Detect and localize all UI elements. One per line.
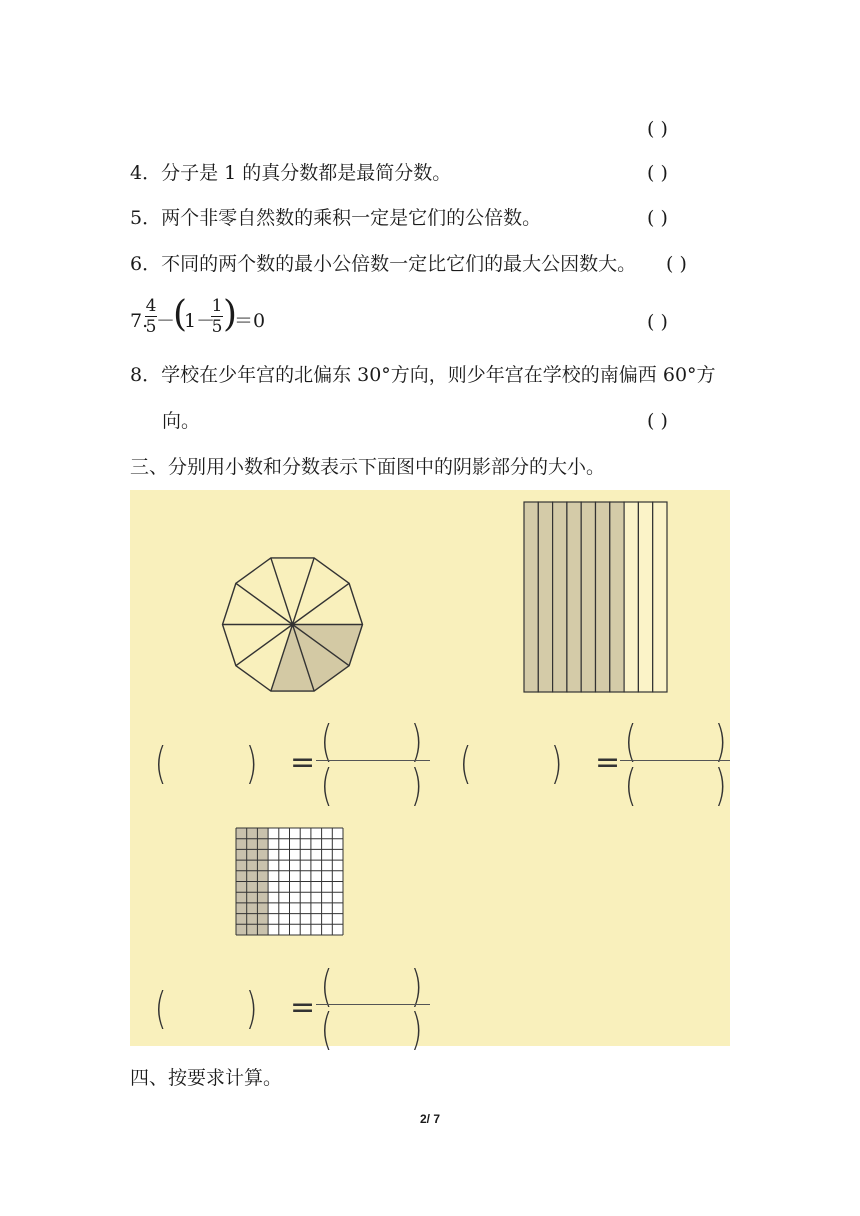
item-6-text: 不同的两个数的最小公倍数一定比它们的最大公因数大。 xyxy=(161,253,637,275)
item-8-text-continued: 向。 xyxy=(162,410,201,432)
shaded-strip xyxy=(610,502,624,692)
numerator-left-paren[interactable]: ( xyxy=(624,716,637,767)
denominator-right-paren[interactable]: ) xyxy=(410,760,423,811)
answer-blank-prev[interactable]: ( ) xyxy=(647,118,668,140)
item-5-number: 5． xyxy=(130,207,162,229)
denominator-left-paren[interactable]: ( xyxy=(624,760,637,811)
numerator-left-paren[interactable]: ( xyxy=(320,716,333,767)
sector-line xyxy=(293,558,315,625)
equals-sign: = xyxy=(290,745,316,780)
item-7-fraction-b: 1 5 xyxy=(211,296,223,337)
shaded-strip xyxy=(553,502,567,692)
strips-figure xyxy=(520,500,670,695)
denominator-right-paren[interactable]: ) xyxy=(714,760,727,811)
numerator-right-paren[interactable]: ) xyxy=(410,716,423,767)
shaded-strip xyxy=(567,502,581,692)
answer-blank-4[interactable]: ( ) xyxy=(647,162,668,184)
item-5-text: 两个非零自然数的乘积一定是它们的公倍数。 xyxy=(161,207,542,229)
shaded-strip xyxy=(538,502,552,692)
item-7-fraction-a: 4 5 xyxy=(145,296,157,337)
unshaded-strip xyxy=(638,502,652,692)
sector-line xyxy=(271,558,293,625)
item-7-minus: － xyxy=(156,310,176,332)
page-number: 2/ 7 xyxy=(419,1112,440,1126)
item-8 xyxy=(130,363,716,387)
item-6-number: 6． xyxy=(130,253,162,275)
sector-line xyxy=(293,583,350,624)
equals-sign: = xyxy=(595,745,621,780)
numerator-left-paren[interactable]: ( xyxy=(320,961,333,1012)
decimal-blank-left-paren[interactable]: ( xyxy=(459,738,472,789)
answer-blank-8[interactable]: ( ) xyxy=(647,410,668,432)
decimal-blank-right-paren[interactable]: ) xyxy=(245,983,258,1034)
section-4-title: 四、按要求计算。 xyxy=(130,1067,283,1089)
decagon-figure xyxy=(220,552,365,697)
decimal-blank-right-paren[interactable]: ) xyxy=(245,738,258,789)
answer-blank-6[interactable]: ( ) xyxy=(666,253,687,275)
answer-blank-5[interactable]: ( ) xyxy=(647,207,668,229)
numerator-right-paren[interactable]: ) xyxy=(714,716,727,767)
numerator-right-paren[interactable]: ) xyxy=(410,961,423,1012)
section-3-title: 三、分别用小数和分数表示下面图中的阴影部分的大小。 xyxy=(130,456,606,478)
item-6 xyxy=(130,252,636,276)
shaded-strip xyxy=(581,502,595,692)
denominator-left-paren[interactable]: ( xyxy=(320,1004,333,1055)
item-8-number: 8． xyxy=(130,364,162,386)
item-7-close-paren: ) xyxy=(223,294,238,335)
answer-blank-7[interactable]: ( ) xyxy=(647,311,668,333)
item-5 xyxy=(130,206,541,230)
item-4-text: 分子是 1 的真分数都是最简分数。 xyxy=(161,162,452,184)
decimal-blank-right-paren[interactable]: ) xyxy=(550,738,563,789)
sector-line xyxy=(236,583,293,624)
shaded-strip xyxy=(524,502,538,692)
item-7-open-paren: ( xyxy=(173,294,188,335)
decimal-blank-left-paren[interactable]: ( xyxy=(154,983,167,1034)
fraction-bar xyxy=(620,760,730,761)
shaded-strip xyxy=(596,502,610,692)
denominator-left-paren[interactable]: ( xyxy=(320,760,333,811)
item-4 xyxy=(130,161,451,185)
grid-figure xyxy=(235,827,345,937)
unshaded-strip xyxy=(624,502,638,692)
item-4-number: 4． xyxy=(130,162,162,184)
denominator-right-paren[interactable]: ) xyxy=(410,1004,423,1055)
item-7-number: 7. xyxy=(130,310,149,332)
item-7-equals-zero: ＝0 xyxy=(234,310,266,332)
decimal-blank-left-paren[interactable]: ( xyxy=(154,738,167,789)
item-8-text: 学校在少年宫的北偏东 30°方向，则少年宫在学校的南偏西 60°方 xyxy=(161,364,716,386)
item-7-one-minus: 1－ xyxy=(184,310,216,332)
unshaded-strip xyxy=(653,502,667,692)
equals-sign: = xyxy=(290,990,316,1025)
